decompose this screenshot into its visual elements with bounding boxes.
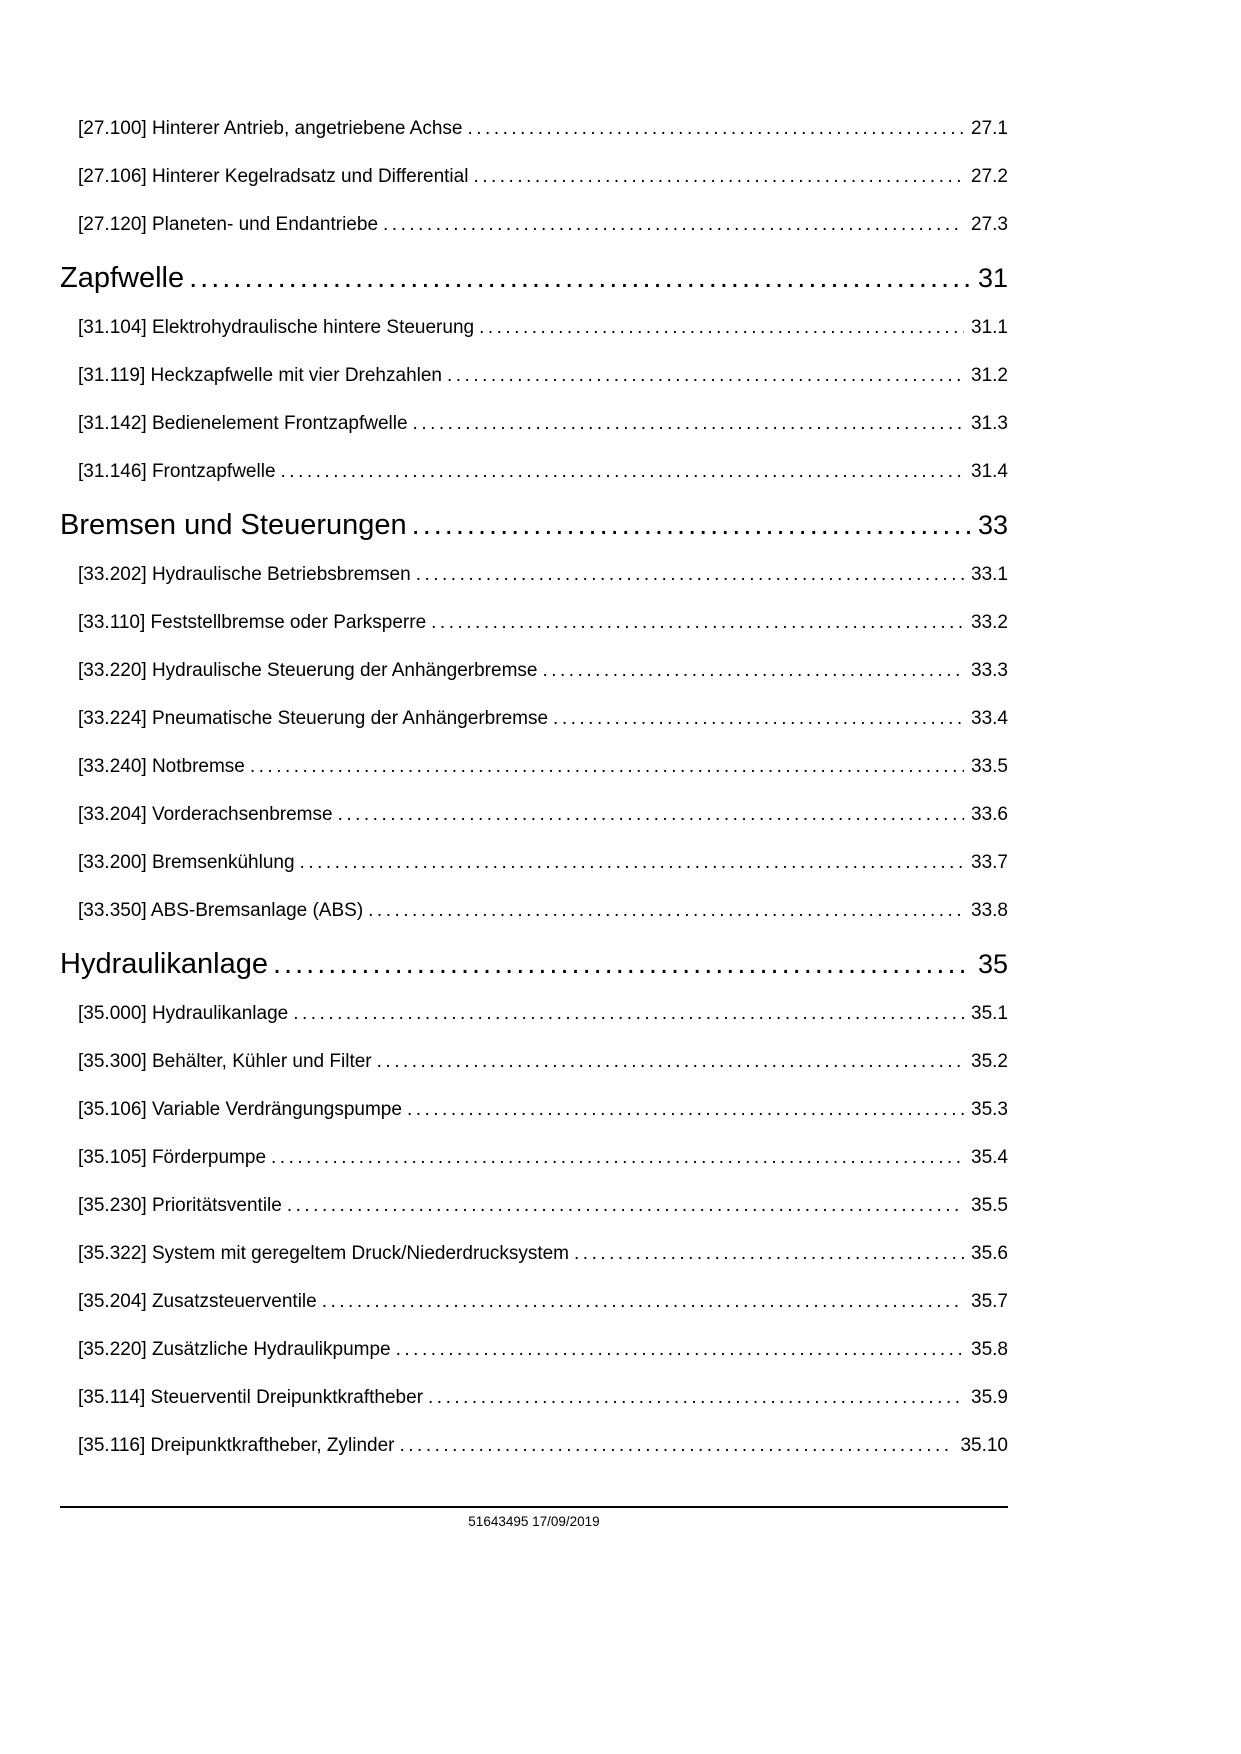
toc-entry-page-number: 35.7 [971,1291,1008,1312]
toc-entry-label: [35.230] Prioritätsventile [78,1195,282,1216]
dot-leader [553,708,964,729]
toc-entry-label: [27.120] Planeten- und Endantriebe [78,214,379,235]
dot-leader [250,756,964,777]
toc-entry [60,461,1008,482]
toc-entry [60,852,1008,873]
dot-leader [416,564,964,585]
toc-entry [60,118,1008,139]
dot-leader [396,1339,964,1360]
dot-leader [281,461,965,482]
section-heading [60,262,1008,294]
toc-entry-label: [31.146] Frontzapfwelle [78,461,276,482]
toc-entry-label: [33.204] Vorderachsenbremse [78,804,333,825]
dot-leader [287,1195,964,1216]
dot-leader [338,804,964,825]
dot-leader [407,1099,964,1120]
dot-leader [431,612,964,633]
toc-entry [60,1243,1008,1264]
toc-entry [60,660,1008,681]
toc-entry-label: [31.104] Elektrohydraulische hintere Steuerung [78,317,475,338]
dot-leader [428,1387,964,1408]
toc-entry-page-number: 33.6 [971,804,1008,825]
toc-entry [60,1051,1008,1072]
toc-entry-label: [27.100] Hinterer Antrieb, angetriebene Achse [78,118,463,139]
toc-entry-page-number: 33.5 [971,756,1008,777]
toc-entry [60,365,1008,386]
dot-leader [273,948,971,980]
toc-entry [60,756,1008,777]
footer-text: 51643495 17/09/2019 [468,1514,600,1529]
toc-entry-page-number: 33.7 [971,852,1008,873]
section-heading [60,509,1008,541]
toc-entry-page-number: 35.6 [971,1243,1008,1264]
section-heading-page-number: 33 [977,510,1008,540]
dot-leader [413,413,964,434]
toc-entry-page-number: 33.8 [971,900,1008,921]
section-heading-page-number: 35 [977,949,1008,979]
section-heading-page-number: 31 [977,263,1008,293]
toc-entry-page-number: 35.3 [971,1099,1008,1120]
toc-entry-page-number: 27.2 [971,166,1008,187]
toc-entry-page-number: 35.5 [971,1195,1008,1216]
dot-leader [377,1051,964,1072]
toc-entry-page-number: 33.1 [971,564,1008,585]
dot-leader [368,900,964,921]
toc-entry-label: [35.105] Förderpumpe [78,1147,267,1168]
dot-leader [300,852,964,873]
dot-leader [383,214,964,235]
toc-entry-label: [35.116] Dreipunktkraftheber, Zylinder [78,1435,395,1456]
toc-entry [60,708,1008,729]
toc-entry-page-number: 33.3 [971,660,1008,681]
toc-entry-label: [35.204] Zusatzsteuerventile [78,1291,317,1312]
section-heading [60,948,1008,980]
toc-entry-label: [35.300] Behälter, Kühler und Filter [78,1051,372,1072]
section-heading-label: Bremsen und Steuerungen [60,509,407,541]
toc-entry-label: [31.142] Bedienelement Frontzapfwelle [78,413,408,434]
toc-entry-page-number: 33.4 [971,708,1008,729]
toc-entry [60,1435,1008,1456]
section-heading-label: Hydraulikanlage [60,948,268,980]
toc-entry-page-number: 35.2 [971,1051,1008,1072]
toc-entry-label: [35.000] Hydraulikanlage [78,1003,289,1024]
toc-entry-label: [35.114] Steuerventil Dreipunktkraftheber [78,1387,424,1408]
footer-rule [60,1506,1008,1508]
toc-entry-label: [35.106] Variable Verdrängungspumpe [78,1099,402,1120]
dot-leader [293,1003,964,1024]
section-heading-label: Zapfwelle [60,262,185,294]
dot-leader [412,509,971,541]
toc-entry [60,1291,1008,1312]
toc-entry-page-number: 33.2 [971,612,1008,633]
dot-leader [574,1243,964,1264]
toc-entry-page-number: 35.1 [971,1003,1008,1024]
toc-entry-label: [33.350] ABS-Bremsanlage (ABS) [78,900,364,921]
dot-leader [189,262,971,294]
toc-entry-page-number: 35.9 [971,1387,1008,1408]
toc-entry-page-number: 31.4 [971,461,1008,482]
toc-entry-label: [33.200] Bremsenkühlung [78,852,295,873]
toc-entry-page-number: 31.1 [971,317,1008,338]
toc-entry-label: [31.119] Heckzapfwelle mit vier Drehzahlen [78,365,442,386]
toc-entry [60,564,1008,585]
dot-leader [473,166,964,187]
toc-entry-label: [35.220] Zusätzliche Hydraulikpumpe [78,1339,391,1360]
dot-leader [542,660,964,681]
toc-entry [60,900,1008,921]
dot-leader [271,1147,964,1168]
toc-entry-label: [33.240] Notbremse [78,756,245,777]
page-footer [60,1506,1008,1529]
toc-entry [60,804,1008,825]
toc-entry-page-number: 35.4 [971,1147,1008,1168]
toc-entry [60,1339,1008,1360]
dot-leader [400,1435,954,1456]
toc-entry [60,1147,1008,1168]
toc-entry-label: [33.220] Hydraulische Steuerung der Anhängerbremse [78,660,538,681]
dot-leader [479,317,964,338]
toc-entry-page-number: 27.3 [971,214,1008,235]
toc-entry [60,413,1008,434]
toc-entry [60,1195,1008,1216]
table-of-contents [60,118,1008,1483]
toc-entry-label: [33.202] Hydraulische Betriebsbremsen [78,564,411,585]
toc-entry [60,1387,1008,1408]
toc-entry-page-number: 31.2 [971,365,1008,386]
toc-entry [60,1099,1008,1120]
toc-entry-label: [33.110] Feststellbremse oder Parksperre [78,612,427,633]
toc-entry [60,612,1008,633]
toc-entry-page-number: 35.10 [960,1435,1008,1456]
dot-leader [322,1291,964,1312]
toc-entry-label: [35.322] System mit geregeltem Druck/Niederdrucksystem [78,1243,570,1264]
toc-entry-label: [33.224] Pneumatische Steuerung der Anhängerbremse [78,708,549,729]
dot-leader [467,118,964,139]
toc-entry-page-number: 31.3 [971,413,1008,434]
toc-entry [60,1003,1008,1024]
dot-leader [447,365,964,386]
toc-entry-page-number: 35.8 [971,1339,1008,1360]
toc-entry [60,166,1008,187]
toc-entry-label: [27.106] Hinterer Kegelradsatz und Differential [78,166,469,187]
toc-entry [60,214,1008,235]
toc-entry [60,317,1008,338]
toc-entry-page-number: 27.1 [971,118,1008,139]
